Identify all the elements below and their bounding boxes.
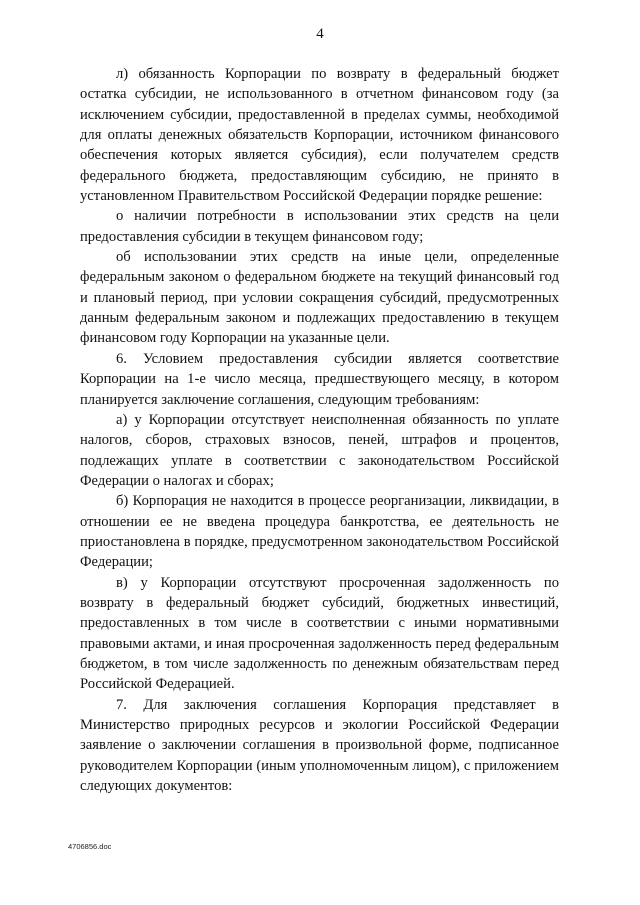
paragraph-l: л) обязанность Корпорации по возврату в федеральный бюджет остатка субсидии, не использованного в отчетном финансовом году (за исключением субсидии, предоставленной в пределах суммы, необходимой для оплаты денежных обязательств Корпорации, источником финансового обеспечения которых является субсидия), если получателем средств федерального бюджета, предоставляющим субсидию, не принято в установленном Правительством Российской Федерации порядке решение: bbox=[80, 66, 559, 205]
paragraph-need: о наличии потребности в использовании этих средств на цели предоставления субсидии в текущем финансовом году; bbox=[80, 208, 559, 245]
paragraph-6b: б) Корпорация не находится в процессе реорганизации, ликвидации, в отношении ее не введена процедура банкротства, ее деятельность не приостановлена в порядке, предусмотренном законодательством Российской Федерации; bbox=[80, 493, 559, 571]
paragraph-6a: а) у Корпорации отсутствует неисполненная обязанность по уплате налогов, сборов, страховых взносов, пеней, штрафов и процентов, подлежащих уплате в соответствии с законодательством Российской Федерации о налогах и сборах; bbox=[80, 411, 559, 489]
paragraph-6v: в) у Корпорации отсутствуют просроченная задолженность по возврату в федеральный бюджет субсидий, бюджетных инвестиций, предоставленных в том числе в соответствии с иными нормативными правовыми актами, и иная просроченная задолженность перед федеральным бюджетом, в том числе задолженность по денежным обязательствам перед Российской Федерацией. bbox=[80, 574, 559, 693]
paragraph-other-use: об использовании этих средств на иные цели, определенные федеральным законом о федеральном бюджете на текущий финансовый год и плановый период, при условии сокращения субсидий, предусмотренных данным федеральным законом и подлежащих предоставлению в текущем финансовом году Корпорации на указанные цели. bbox=[80, 249, 559, 347]
paragraph-6: 6. Условием предоставления субсидии является соответствие Корпорации на 1-е число месяца, предшествующего месяцу, в котором планируется заключение соглашения, следующим требованиям: bbox=[80, 350, 559, 408]
paragraph-7: 7. Для заключения соглашения Корпорация представляет в Министерство природных ресурсов и экологии Российской Федерации заявление о заключении соглашения в произвольной форме, подписанное руководителем Корпорации (иным уполномоченным лицом), с приложением следующих документов: bbox=[80, 696, 559, 795]
document-file-code: 4706856.doc bbox=[68, 842, 112, 851]
page-number: 4 bbox=[316, 26, 324, 42]
document-body bbox=[80, 64, 559, 796]
